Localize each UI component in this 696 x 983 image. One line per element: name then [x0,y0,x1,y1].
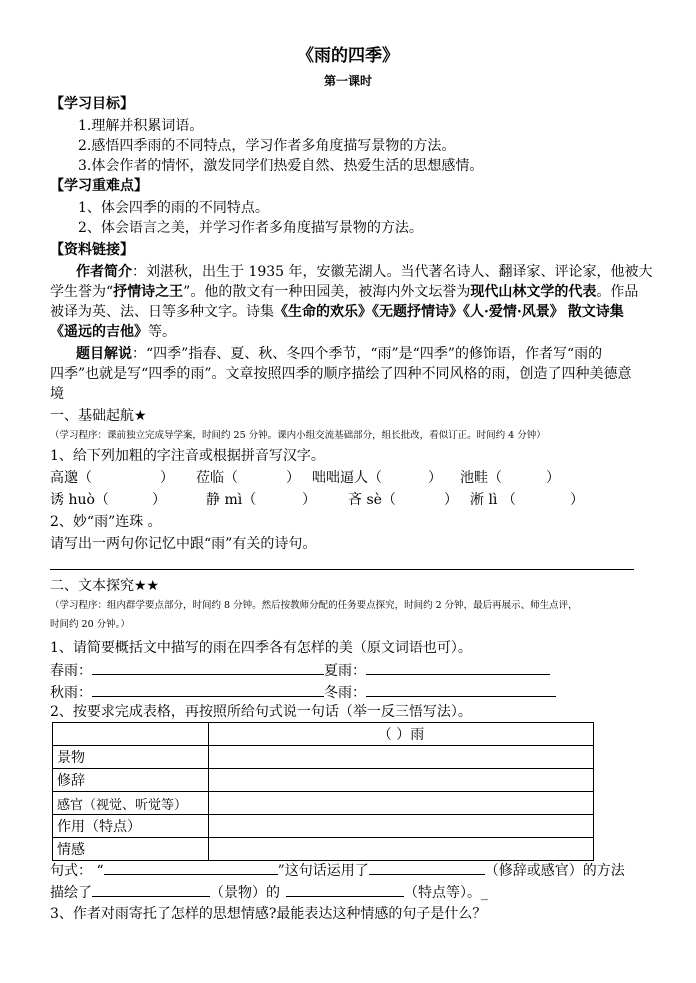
resource-header: 【资料链接】 [50,242,134,258]
pinyin-word: 咄咄逼人（ [312,470,382,486]
topic-line-2: 四季”也就是写“四季的雨”。文章按照四季的顺序描绘了四种不同风格的雨，创造了四种美德意 [50,366,632,382]
question-2-task: 请写出一两句你记忆中跟“雨”有关的诗句。 [50,536,317,552]
table-row-label: 作用（特点） [53,815,209,838]
sentence-pattern-line-1 [50,860,625,881]
author-line-1 [76,262,653,282]
spring-rain-row [50,660,550,681]
key-header: 【学习重难点】 [50,178,148,194]
goal-item: 3.体会作者的情怀，激发同学们热爱自然、热爱生活的思想感情。 [78,158,484,174]
pinyin-blank[interactable]: ） [444,492,458,508]
section1-note: （学习程序：课前独立完成导学案，时间约 25 分钟。课内小组交流基础部分，组长批改，看似订正。时间约 4 分钟） [50,430,546,441]
analysis-table [52,722,594,861]
autumn-label: 秋雨： [50,685,92,701]
pinyin-word: 淅 lì （ [470,492,516,508]
author-emphasis: 现代山林文学的代表 [470,284,597,300]
pinyin-blank[interactable]: ） [302,492,316,508]
pattern-text: ”这句话运用了 [277,863,369,879]
goal-item: 2.感悟四季雨的不同特点，学习作者多角度描写景物的方法。 [78,138,456,154]
table-cell [53,723,209,746]
section2-question-3: 3、作者对雨寄托了怎样的思想情感?最能表达这种情感的句子是什么？ [50,906,487,922]
pattern-text: （修辞或感官）的方法 [484,863,625,879]
star-icon: ★★ [134,578,160,594]
author-text: 。作品 [596,284,639,300]
pattern-blank[interactable] [369,860,485,875]
pinyin-blank[interactable]: ） [570,492,584,508]
table-row [53,723,594,746]
author-text: 学生誉为“ [50,284,114,300]
answer-line[interactable] [50,569,634,570]
author-line-2 [50,282,638,302]
table-cell[interactable] [209,815,594,838]
key-item: 1、体会四季的雨的不同特点。 [78,200,269,216]
section1-title [50,406,147,426]
author-text: 等。 [148,324,176,340]
table-row [53,838,594,861]
pinyin-word: 吝 sè（ [348,492,396,508]
pinyin-blank[interactable]: ） [428,470,442,486]
table-row-label: 景物 [53,746,209,769]
table-cell[interactable] [209,746,594,769]
winter-answer-line[interactable] [366,682,556,697]
spring-label: 春雨： [50,663,92,679]
table-row [53,792,594,815]
pinyin-word: 池畦（ [460,470,502,486]
topic-text: ：“四季”指春、夏、秋、冬四个季节，“雨”是“四季”的修饰语，作者写“雨的 [132,346,603,362]
goal-item: 1.理解并积累词语。 [78,118,204,134]
section2-title [50,576,159,596]
author-text: 被译为英、法、日等多种文字。诗集 [50,304,274,320]
table-row [53,815,594,838]
pinyin-word: 静 mì（ [206,492,257,508]
goals-header: 【学习目标】 [50,96,134,112]
pinyin-blank[interactable]: ） [286,470,300,486]
key-item: 2、体会语言之美，并学习作者多角度描写景物的方法。 [78,220,423,236]
table-row [53,769,594,792]
doc-title: 《雨的四季》 [297,46,399,66]
table-cell[interactable] [209,838,594,861]
pinyin-word: 莅临（ [196,470,238,486]
author-text: ”。他的散文有一种田园美，被海内外文坛誉为 [183,284,471,300]
pinyin-blank[interactable]: ） [546,470,560,486]
doc-subtitle: 第一课时 [323,74,372,88]
pattern-blank[interactable] [286,882,404,897]
section2-note: （学习程序：组内群学要点部分，时间约 8 分钟。然后按教师分配的任务要点探究，时间约 2 分钟，最后再展示、师生点评， [50,600,578,611]
pattern-text: （特点等）。_ [404,885,488,901]
section2-title-text: 二、文本探究 [50,578,134,594]
author-emphasis: 抒情诗之王 [113,284,184,300]
section2-question-1: 1、请简要概括文中描写的雨在四季各有怎样的美（原文词语也可）。 [50,640,472,656]
pinyin-word: 诱 huò（ [50,492,109,508]
author-label: 作者简介 [76,264,132,280]
summer-label: 夏雨： [324,663,366,679]
author-line-3 [50,302,624,322]
topic-label: 题目解说 [76,346,132,362]
question-1: 1、给下列加粗的字注音或根据拼音写汉字。 [50,448,325,464]
pinyin-blank[interactable]: ） [160,470,174,486]
sentence-pattern-line-2 [50,882,488,903]
topic-line-1 [76,344,602,364]
author-emphasis: 《生命的欢乐》《无题抒情诗》《人·爱情·风景》 [274,304,564,320]
pattern-blank[interactable] [104,860,278,875]
table-row-label: 修辞 [53,769,209,792]
topic-line-3: 境 [50,386,64,402]
pinyin-word: 高邈（ [50,470,92,486]
table-header[interactable]: （ ）雨 [209,723,594,746]
table-cell[interactable] [209,792,594,815]
table-row-label: 情感 [53,838,209,861]
author-emphasis: 散文诗集 [567,304,624,320]
autumn-answer-line[interactable] [92,682,324,697]
author-line-4 [50,322,176,342]
section2-question-2: 2、按要求完成表格，再按照所给句式说一句话（举一反三悟写法）。 [50,704,472,720]
pattern-blank[interactable] [92,882,210,897]
star-icon: ★ [134,408,147,424]
section1-title-text: 一、基础起航 [50,408,134,424]
summer-answer-line[interactable] [366,660,550,675]
autumn-rain-row [50,682,556,703]
table-row [53,746,594,769]
table-cell[interactable] [209,769,594,792]
question-2: 2、妙“雨”连珠 。 [50,514,162,530]
pattern-text: （景物）的 [210,885,280,901]
pinyin-blank[interactable]: ） [152,492,166,508]
table-row-label: 感官（视觉、听觉等） [53,792,209,815]
author-text: ：刘湛秋，出生于 1935 年，安徽芜湖人。当代著名诗人、翻译家、评论家，他被大 [132,264,653,280]
spring-answer-line[interactable] [92,660,324,675]
pattern-text: 描绘了 [50,885,92,901]
author-emphasis: 《遥远的吉他》 [50,324,148,340]
pattern-text: 句式： “ [50,863,104,879]
section2-note: 时间约 20 分钟。） [50,619,130,630]
winter-label: 冬雨： [324,685,366,701]
